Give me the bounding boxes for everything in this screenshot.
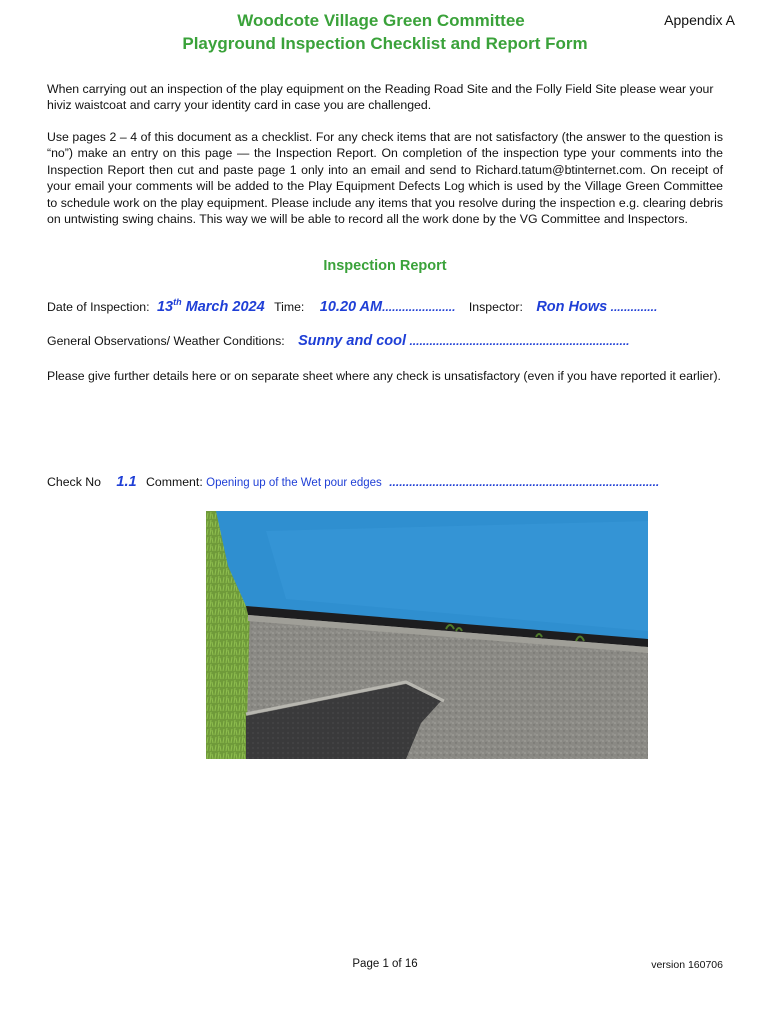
date-label: Date of Inspection:: [47, 299, 150, 314]
observations-dots: ..................................................................: [409, 334, 630, 348]
time-dots: ......................: [382, 299, 456, 314]
time-value[interactable]: 10.20 AM: [319, 298, 383, 315]
observations-label: General Observations/ Weather Conditions:: [47, 334, 285, 348]
document-title: Woodcote Village Green Committee: [237, 11, 525, 30]
intro-paragraph-hiviz: When carrying out an inspection of the play equipment on the Reading Road Site and the Folly Field Site please wear your hiviz waistcoat and carry your identity card in case you are challenged.: [47, 82, 714, 113]
date-time-inspector-row: [47, 297, 657, 315]
intro-paragraph-instructions: Use pages 2 – 4 of this document as a checklist. For any check items that are not satisfactory (the answer to the question is “no”) make an entry on this page — the Inspection Report. On completion of the inspection type your comments into the Inspection Report then cut and paste page 1 only into an email and send to Richard.tatum@btinternet.com. On receipt of your email your comments will be added to the Play Equipment Defects Log which is used by the Village Green Committee to schedule work on the play equipment. Please include any items that you resolve during the inspection e.g. clearing debris on untwisting swing chains. This way we will be able to record all the work done by the VG Committee and Inspectors.: [47, 130, 723, 227]
observations-value[interactable]: Sunny and cool: [298, 333, 407, 349]
page-number: Page 1 of 16: [352, 958, 418, 970]
date-value[interactable]: 13th March 2024: [156, 297, 265, 315]
inspector-dots: ..............: [610, 299, 658, 314]
document-subtitle: Playground Inspection Checklist and Report Form: [182, 34, 588, 53]
comment-value[interactable]: Opening up of the Wet pour edges: [206, 477, 382, 489]
version-label: version 160706: [651, 959, 723, 971]
inspector-label: Inspector:: [468, 299, 523, 314]
time-label: Time:: [274, 299, 305, 314]
check-label: Check No: [47, 475, 101, 489]
comment-label: Comment:: [146, 475, 203, 489]
appendix-label: Appendix A: [664, 12, 735, 28]
check-comment-row: [47, 474, 659, 490]
further-details-text: Please give further details here or on separate sheet where any check is unsatisfactory (even if you have reported it earlier).: [47, 369, 721, 383]
defect-photo: [206, 511, 648, 759]
inspection-report-heading: Inspection Report: [323, 258, 447, 274]
check-number[interactable]: 1.1: [116, 474, 137, 490]
comment-dots: .................................................................................: [389, 475, 660, 489]
inspector-value[interactable]: Ron Hows: [536, 298, 608, 315]
observations-row: [47, 333, 629, 349]
